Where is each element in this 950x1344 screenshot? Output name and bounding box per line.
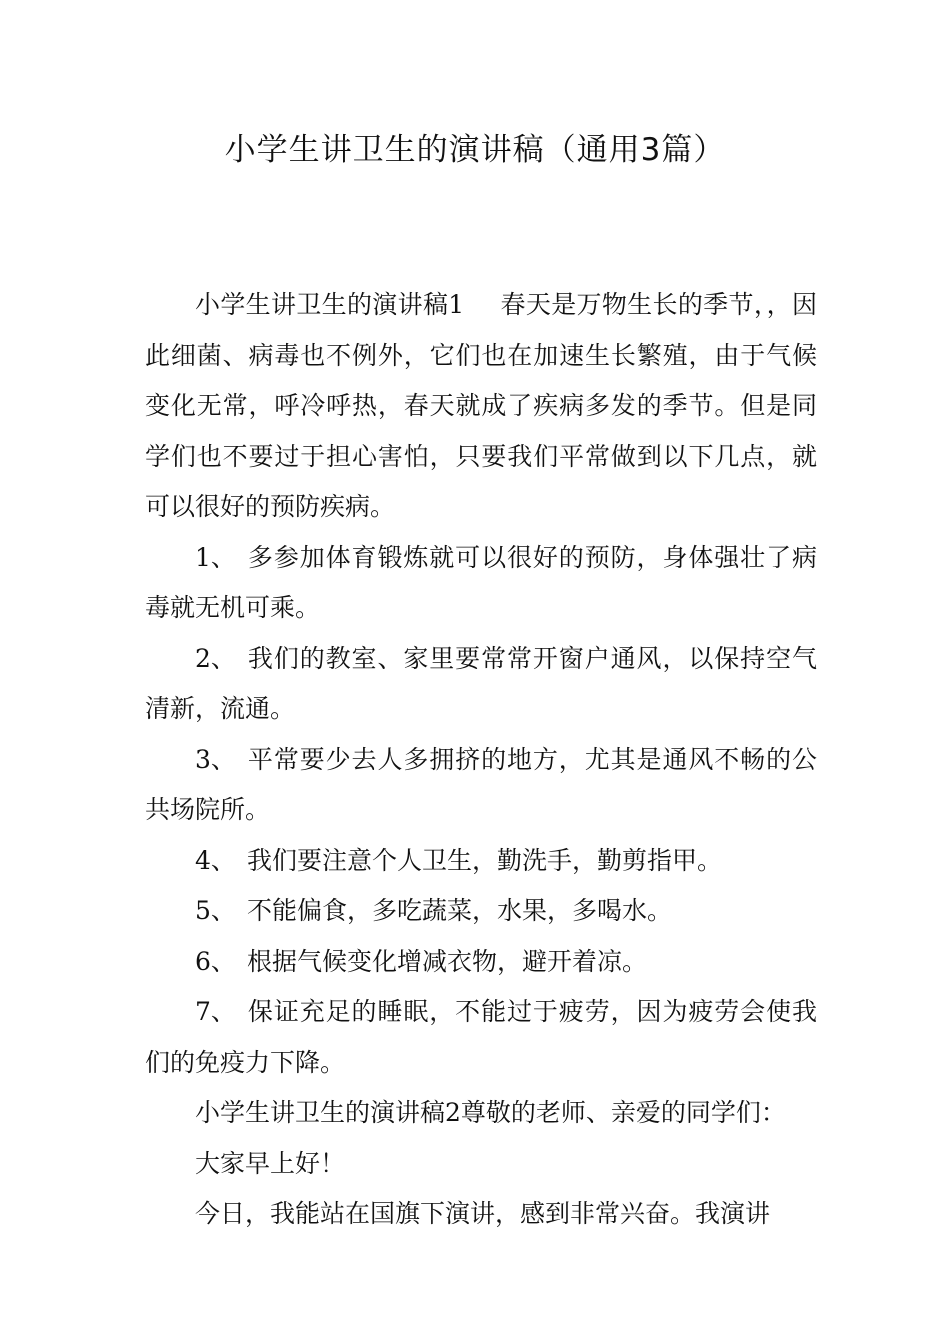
- document-title: 小学生讲卫生的演讲稿（通用3篇）: [224, 132, 726, 168]
- document-body: [145, 280, 817, 1240]
- list-item-number: 4、: [195, 845, 236, 875]
- list-item-text: 平常要少去人多拥挤的地方，尤其是通风不畅的公共场院所。: [145, 744, 817, 824]
- list-item-number: 7、: [195, 997, 236, 1026]
- section2-heading: 小学生讲卫生的演讲稿2尊敬的老师、亲爱的同学们：: [195, 1098, 786, 1127]
- list-item-text: 保证充足的睡眠，不能过于疲劳，因为疲劳会使我们的免疫力下降。: [145, 997, 817, 1077]
- list-item: [145, 937, 817, 988]
- section1-heading: 小学生讲卫生的演讲稿1: [195, 290, 465, 319]
- section1-intro-paragraph: [145, 280, 817, 533]
- list-item-text: 我们要注意个人卫生，勤洗手，勤剪指甲。: [247, 845, 723, 875]
- list-item: [145, 735, 817, 836]
- list-item: [145, 886, 817, 937]
- list-item-number: 1、: [195, 542, 236, 572]
- section2-greeting: 大家早上好！: [195, 1148, 346, 1178]
- list-item-text: 根据气候变化增减衣物，避开着凉。: [247, 946, 648, 976]
- list-item-text: 我们的教室、家里要常常开窗户通风，以保持空气清新，流通。: [145, 643, 817, 723]
- list-item: [145, 533, 817, 634]
- list-item-number: 6、: [195, 946, 236, 976]
- list-item: [145, 987, 817, 1088]
- list-item-text: 不能偏食，多吃蔬菜，水果，多喝水。: [247, 896, 673, 925]
- list-item: [145, 634, 817, 735]
- list-item: [145, 836, 817, 887]
- list-item-number: 2、: [195, 643, 236, 673]
- section2-opening: 今日，我能站在国旗下演讲，感到非常兴奋。我演讲: [195, 1199, 771, 1228]
- list-item-number: 3、: [195, 744, 236, 774]
- list-item-number: 5、: [195, 896, 236, 925]
- list-item-text: 多参加体育锻炼就可以很好的预防，身体强壮了病毒就无机可乘。: [145, 542, 817, 622]
- section1-intro-text: 春天是万物生长的季节，，因此细菌、病毒也不例外，它们也在加速生长繁殖，由于气候变化无常，呼冷呼热，春天就成了疾病多发的季节。但是同学们也不要过于担心害怕，只要我们平常做到以下几点，就可以很好的预防疾病。: [145, 290, 817, 521]
